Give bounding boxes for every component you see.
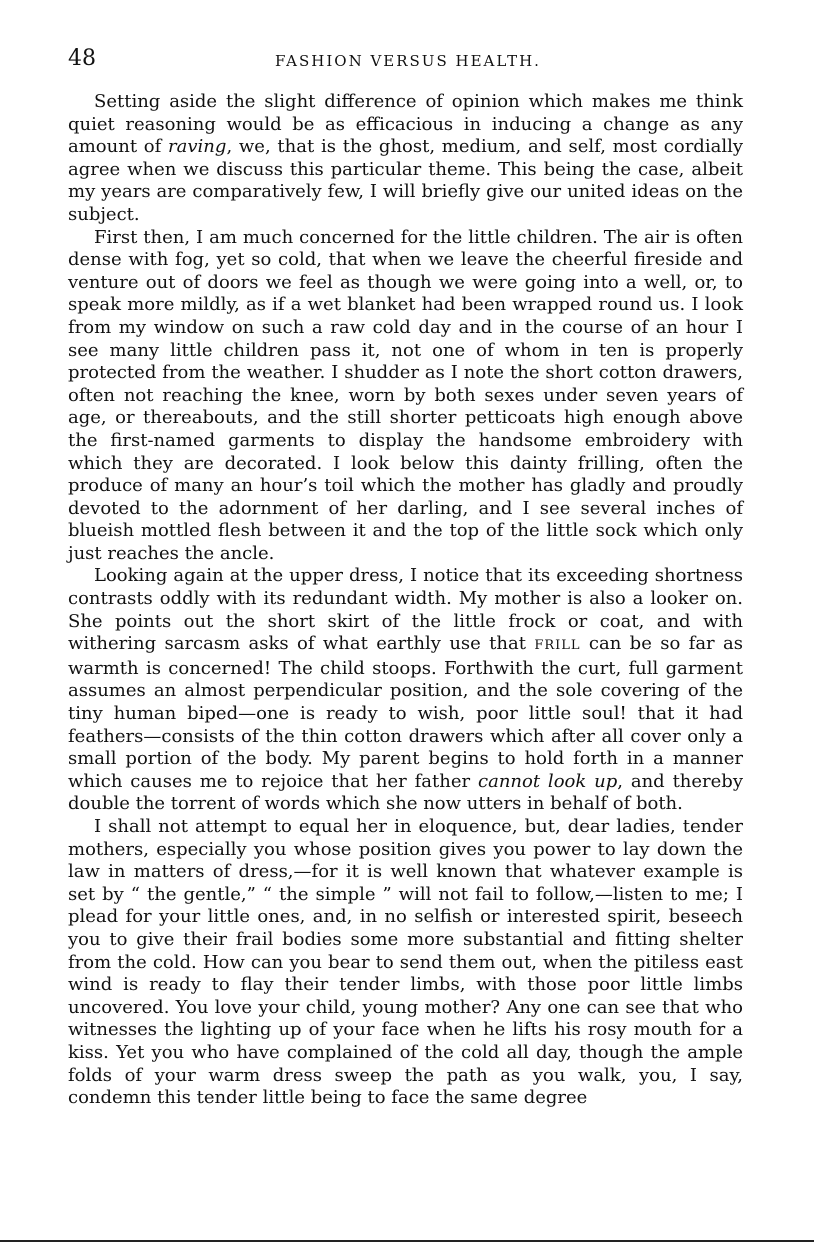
text-segment: can be so far as warmth is concerned! The child stoops. Forthwith the curt, full garment assumes an almost perpendicular position, and the sole covering of the tiny human biped—one is ready to wish, poor little soul! that it had feathers—consists of the thin cotton drawers which after all cover only a small portion of the body. My parent begins to hold forth in a manner which causes me to rejoice that her father bbox=[68, 633, 743, 792]
running-title: FASHION VERSUS HEALTH. bbox=[275, 52, 541, 70]
bottom-rule bbox=[0, 1240, 814, 1242]
smallcaps-word: FRILL bbox=[534, 638, 581, 654]
text-segment: First then, I am much concerned for the little children. The air is often dense with fog, yet so cold, that when we leave the cheerful fireside and venture out of doors we feel as though we were going into a well, or, to speak more mildly, as if a wet blanket had been wrapped round us. I look from my window on such a raw cold day and in the course of an hour I see many little children pass it, not one of whom in ten is properly protected from the weather. I shudder as I note the short cotton drawers, often not reaching the knee, worn by both sexes under seven years of age, or thereabouts, and the still shorter petticoats high enough above the first-named garments to display the handsome embroidery with which they are decorated. I look below this dainty frilling, often the produce of many an hour’s toil which the mother has gladly and proudly devoted to the adornment of her darling, and I see several inches of blueish mottled flesh between it and the top of the little sock which only just reaches the ancle. bbox=[68, 226, 743, 564]
paragraph-4 bbox=[68, 816, 743, 1110]
paragraph-1 bbox=[68, 91, 743, 227]
text-segment: , and thereby double the torrent of words which she now utters in behalf of both. bbox=[68, 770, 743, 815]
italic-phrase: cannot look up bbox=[478, 770, 618, 792]
running-head bbox=[68, 44, 748, 76]
text-segment: Setting aside the slight difference of opinion which makes me think quiet reasoning would be as efficacious in inducing a change as any amount of bbox=[68, 91, 743, 158]
paragraph-2 bbox=[68, 227, 743, 566]
text-segment: Looking again at the upper dress, I notice that its exceeding shortness contrasts oddly with its redundant width. My mother is also a looker on. She points out the short skirt of the little frock or coat, and with withering sarcasm asks of what earthly use that bbox=[68, 565, 743, 655]
body-text bbox=[68, 91, 743, 1110]
paragraph-3 bbox=[68, 565, 743, 816]
text-segment: , we, that is the ghost, medium, and self, most cordially agree when we discuss this particular theme. This being the case, albeit my years are comparatively few, I will briefly give our united ideas on the subject. bbox=[68, 136, 743, 225]
page-number: 48 bbox=[68, 46, 96, 71]
italic-phrase: raving bbox=[168, 136, 227, 158]
text-segment: I shall not attempt to equal her in eloquence, but, dear ladies, tender mothers, especially you whose position gives you power to lay down the law in matters of dress,—for it is well known that whatever example is set by “ the gentle,” “ the simple ” will not fail to follow,—listen to me; I plead for your little ones, and, in no selfish or interested spirit, beseech you to give their frail bodies some more substantial and fitting shelter from the cold. How can you bear to send them out, when the pitiless east wind is ready to flay their tender limbs, with those poor little limbs uncovered. You love your child, young mother? Any one can see that who witnesses the lighting up of your face when he lifts his rosy mouth for a kiss. Yet you who have complained of the cold all day, though the ample folds of your warm dress sweep the path as you walk, you, I say, condemn this tender little being to face the same degree bbox=[68, 816, 743, 1109]
